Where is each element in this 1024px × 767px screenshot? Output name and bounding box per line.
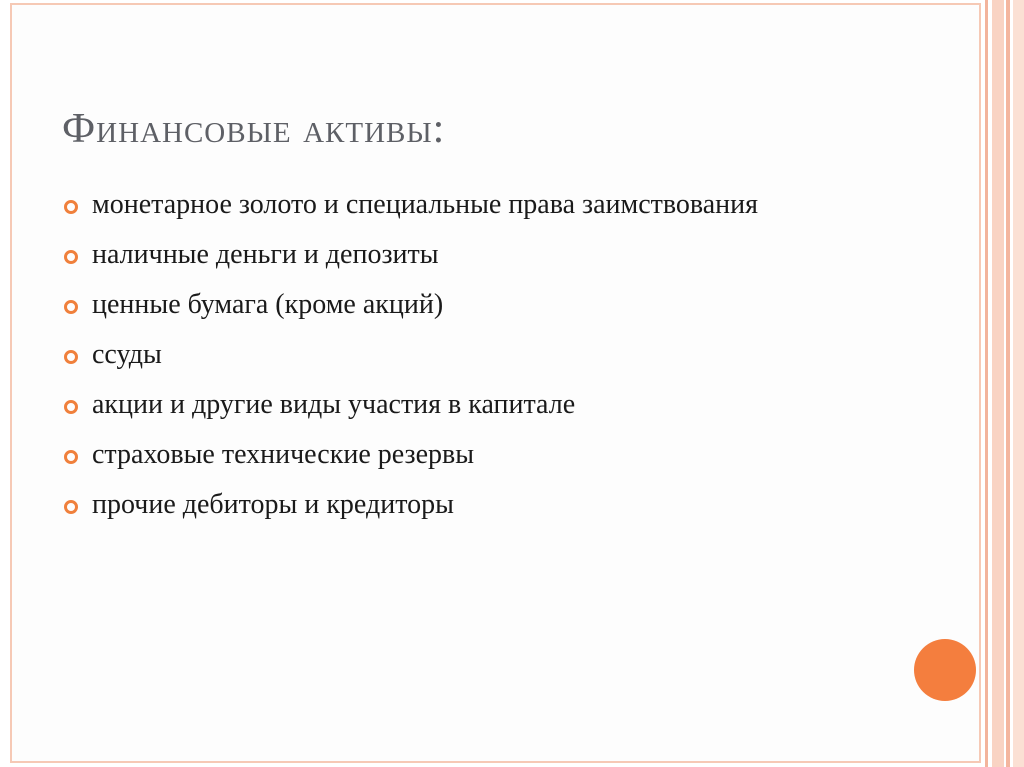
bullet-item [64,288,924,322]
bullet-ring-icon [64,350,78,364]
bullet-text: акции и другие виды участия в капитале [92,389,576,420]
bullet-text: ценные бумага (кроме акций) [92,289,444,320]
bullet-text: прочие дебиторы и кредиторы [92,489,454,520]
bullet-text: ссуды [92,339,162,370]
bullet-ring-icon [64,300,78,314]
decorative-stripe [992,0,1004,767]
bullet-item [64,338,924,372]
decorative-circle-icon [914,639,976,701]
bullet-text: наличные деньги и депозиты [92,239,439,270]
bullet-item [64,388,924,422]
bullet-item [64,488,924,522]
bullet-item [64,438,924,472]
bullet-list [64,188,924,538]
bullet-item [64,188,924,222]
bullet-ring-icon [64,450,78,464]
decorative-stripe [1013,0,1024,767]
bullet-item [64,238,924,272]
bullet-text: монетарное золото и специальные права заимствования [92,189,759,220]
bullet-ring-icon [64,250,78,264]
bullet-ring-icon [64,200,78,214]
bullet-ring-icon [64,500,78,514]
decorative-stripe [985,0,988,767]
slide-title: Финансовые активы: [62,106,446,152]
bullet-text: страховые технические резервы [92,439,475,470]
decorative-stripe [1006,0,1010,767]
bullet-ring-icon [64,400,78,414]
